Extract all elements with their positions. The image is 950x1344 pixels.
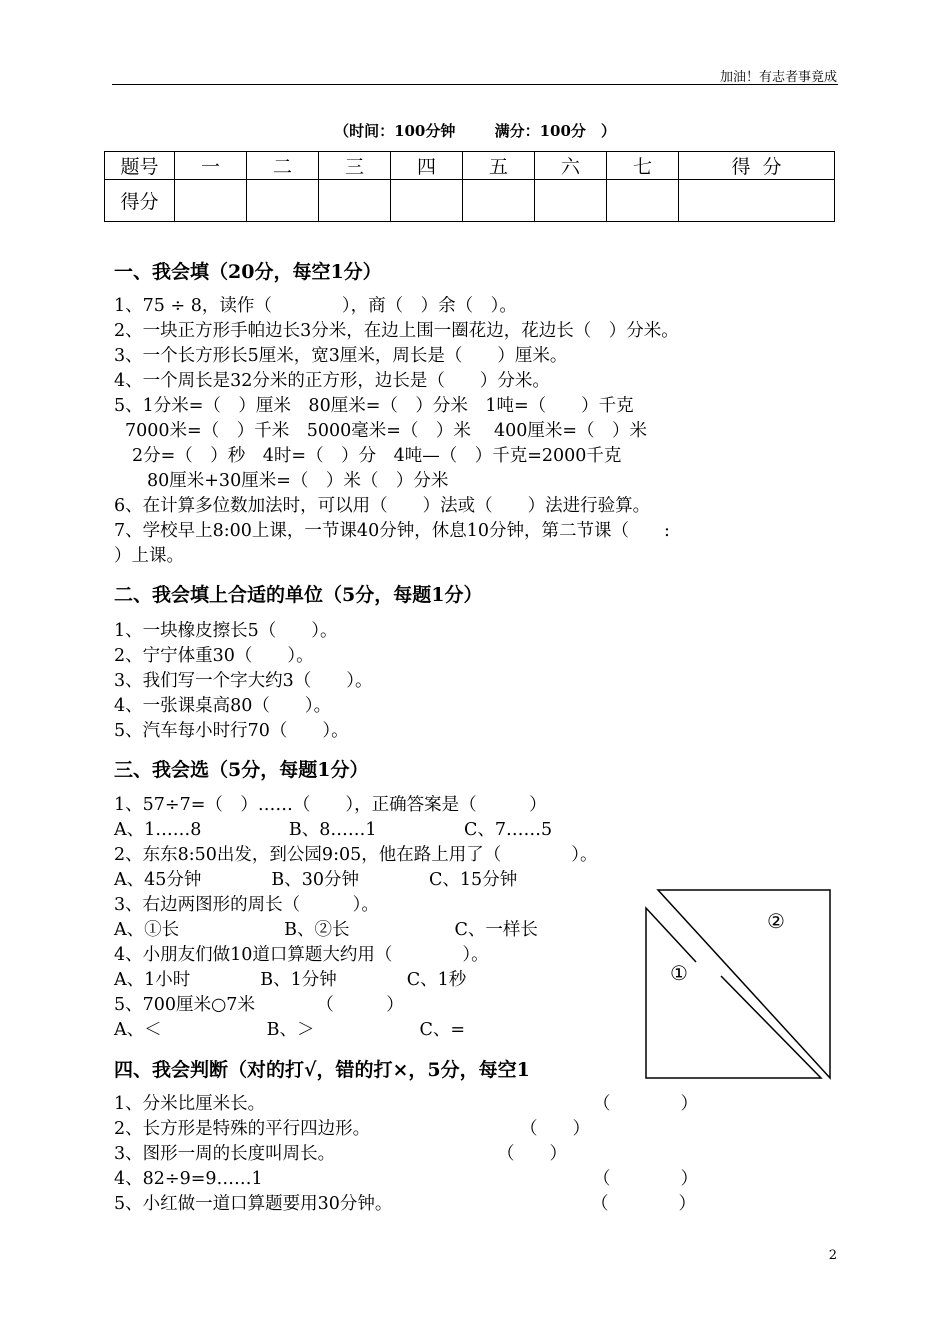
section4-answer-paren[interactable]: （ ） bbox=[593, 1169, 698, 1189]
section4-answer-paren[interactable]: （ ） bbox=[591, 1194, 696, 1214]
score-header-cell: 四 bbox=[391, 152, 463, 180]
score-header-cell: 五 bbox=[463, 152, 535, 180]
section3-line: A、＜ B、＞ C、= bbox=[114, 1020, 466, 1040]
section2-title: 二、我会填上合适的单位（5分，每题1分） bbox=[114, 584, 483, 606]
full-score: 满分：100分 ） bbox=[494, 122, 616, 140]
section4-item-text: 4、82÷9=9……1 bbox=[114, 1169, 263, 1189]
figure-label-2: ② bbox=[767, 909, 785, 933]
score-header-cell: 七 bbox=[607, 152, 679, 180]
score-table-score-row bbox=[105, 180, 835, 222]
section1-line: 4、一个周长是32分米的正方形，边长是（ ）分米。 bbox=[114, 371, 550, 391]
score-cell[interactable] bbox=[607, 180, 679, 222]
score-table-header-row bbox=[105, 152, 835, 180]
section4-item-text: 3、图形一周的长度叫周长。 bbox=[114, 1144, 336, 1164]
score-cell[interactable] bbox=[175, 180, 247, 222]
section1-line: 1、75 ÷ 8，读作（ ），商（ ）余（ ）。 bbox=[114, 296, 517, 316]
section1-line: 3、一个长方形长5厘米，宽3厘米，周长是（ ）厘米。 bbox=[114, 346, 568, 366]
section4-answer-paren[interactable]: （ ） bbox=[593, 1094, 698, 1114]
section1-line: ）上课。 bbox=[114, 546, 184, 566]
section3-line: A、1小时 B、1分钟 C、1秒 bbox=[114, 970, 467, 990]
score-cell[interactable] bbox=[247, 180, 319, 222]
section4-item-text: 5、小红做一道口算题要用30分钟。 bbox=[114, 1194, 393, 1214]
section1-line: 2、一块正方形手帕边长3分米，在边上围一圈花边，花边长（ ）分米。 bbox=[114, 321, 679, 341]
section4-item-text: 2、长方形是特殊的平行四边形。 bbox=[114, 1119, 371, 1139]
score-header-cell: 得 分 bbox=[679, 152, 835, 180]
header-divider bbox=[112, 84, 838, 85]
perimeter-figure bbox=[636, 884, 836, 1084]
score-header-cell: 六 bbox=[535, 152, 607, 180]
section3-line: 4、小朋友们做10道口算题大约用（ ）。 bbox=[114, 945, 489, 965]
section4-title: 四、我会判断（对的打√，错的打×，5分，每空1 bbox=[114, 1059, 530, 1081]
score-header-cell: 一 bbox=[175, 152, 247, 180]
score-table bbox=[104, 151, 835, 222]
section3-line: 3、右边两图形的周长（ ）。 bbox=[114, 895, 379, 915]
time-limit: （时间：100分钟 bbox=[334, 122, 456, 140]
section1-line: 7、学校早上8:00上课，一节课40分钟，休息10分钟，第二节课（ : bbox=[114, 521, 670, 541]
score-cell[interactable] bbox=[319, 180, 391, 222]
section2-line: 4、一张课桌高80（ ）。 bbox=[114, 696, 332, 716]
section3-line: 2、东东8:50出发，到公园9:05，他在路上用了（ ）。 bbox=[114, 845, 598, 865]
score-row-label: 得分 bbox=[105, 180, 175, 222]
score-cell[interactable] bbox=[463, 180, 535, 222]
section1-line: 80厘米+30厘米=（ ）米（ ）分米 bbox=[147, 471, 449, 491]
section3-title: 三、我会选（5分，每题1分） bbox=[114, 759, 369, 781]
section1-line: 6、在计算多位数加法时，可以用（ ）法或（ ）法进行验算。 bbox=[114, 496, 651, 516]
score-cell[interactable] bbox=[679, 180, 835, 222]
section1-line: 5、1分米=（ ）厘米 80厘米=（ ）分米 1吨=（ ）千克 bbox=[114, 396, 634, 416]
section4-answer-paren[interactable]: （ ） bbox=[497, 1144, 567, 1164]
section1-title: 一、我会填（20分，每空1分） bbox=[114, 261, 382, 283]
section3-line: 5、700厘米○7米 （ ） bbox=[114, 995, 404, 1015]
section2-line: 5、汽车每小时行70（ ）。 bbox=[114, 721, 349, 741]
header-slogan: 加油！有志者事竟成 bbox=[719, 70, 837, 85]
section2-line: 1、一块橡皮擦长5（ ）。 bbox=[114, 621, 338, 641]
time-info bbox=[0, 120, 950, 141]
score-cell[interactable] bbox=[535, 180, 607, 222]
section4-answer-paren[interactable]: （ ） bbox=[520, 1119, 590, 1139]
section3-line: A、45分钟 B、30分钟 C、15分钟 bbox=[114, 870, 518, 890]
shape-1-outline bbox=[646, 908, 821, 1078]
score-cell[interactable] bbox=[391, 180, 463, 222]
page-number: 2 bbox=[828, 1248, 837, 1263]
section2-line: 2、宁宁体重30（ ）。 bbox=[114, 646, 314, 666]
section4-item-text: 1、分米比厘米长。 bbox=[114, 1094, 266, 1114]
section2-line: 3、我们写一个字大约3（ ）。 bbox=[114, 671, 373, 691]
section3-line: A、1……8 B、8……1 C、7……5 bbox=[114, 820, 553, 840]
section1-line: 7000米=（ ）千米 5000毫米=（ ）米 400厘米=（ ）米 bbox=[125, 421, 648, 441]
figure-label-1: ① bbox=[670, 961, 688, 985]
section3-line: 1、57÷7=（ ）……（ ），正确答案是（ ） bbox=[114, 795, 547, 815]
section3-line: A、①长 B、②长 C、一样长 bbox=[114, 920, 538, 940]
section1-line: 2分=（ ）秒 4时=（ ）分 4吨—（ ）千克=2000千克 bbox=[132, 446, 622, 466]
score-header-cell: 三 bbox=[319, 152, 391, 180]
score-header-cell: 二 bbox=[247, 152, 319, 180]
score-header-cell: 题号 bbox=[105, 152, 175, 180]
